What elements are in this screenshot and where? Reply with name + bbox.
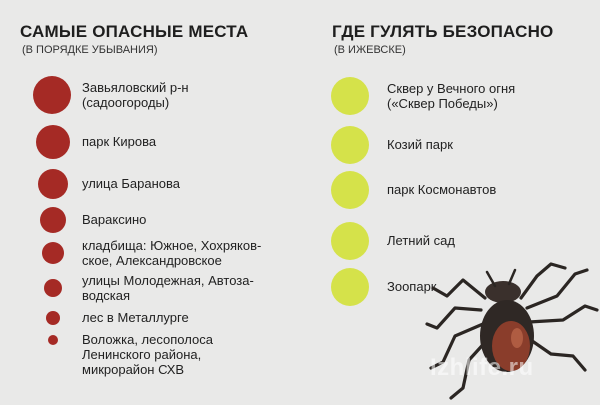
safe-title: ГДЕ ГУЛЯТЬ БЕЗОПАСНО [332,22,554,41]
safe-item-label: Летний сад [387,233,455,248]
safe-dot [331,171,369,209]
safe-subtitle: (В ИЖЕВСКЕ) [334,44,406,56]
danger-dot [36,125,70,159]
watermark-text: Izhlife.ru [430,354,534,381]
dangerous-item-label: кладбища: Южное, Хохряков- ское, Александровское [82,238,262,268]
dangerous-title: САМЫЕ ОПАСНЫЕ МЕСТА [20,22,249,41]
dangerous-item-label: улицы Молодежная, Автоза- водская [82,273,254,303]
safe-item-label: Зоопарк [387,279,437,294]
safe-item-label: Сквер у Вечного огня («Сквер Победы») [387,81,516,111]
dangerous-subtitle: (В ПОРЯДКЕ УБЫВАНИЯ) [22,44,158,56]
safe-dot [331,268,369,306]
danger-dot [38,169,68,199]
danger-dot [42,242,64,264]
danger-dot [46,311,60,325]
dangerous-item-label: улица Баранова [82,176,180,191]
safe-item-label: Козий парк [387,137,453,152]
safe-dot [331,77,369,115]
safe-dot [331,126,369,164]
dangerous-item-label: Завьяловский р-н (садоогороды) [82,80,189,110]
danger-dot [48,335,58,345]
danger-dot [33,76,71,114]
safe-dot [331,222,369,260]
dangerous-item-label: Вараксино [82,212,147,227]
dangerous-item-label: лес в Металлурге [82,310,189,325]
safe-item-label: парк Космонавтов [387,182,497,197]
dangerous-item-label: Воложка, лесополоса Ленинского района, микрорайон СХВ [82,332,213,377]
dangerous-item-label: парк Кирова [82,134,157,149]
danger-dot [44,279,62,297]
danger-dot [40,207,66,233]
